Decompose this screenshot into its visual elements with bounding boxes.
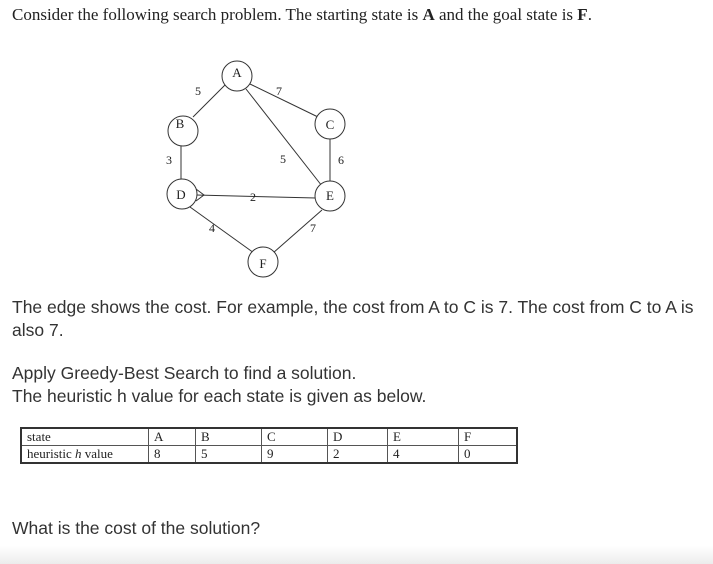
intro-text-2: and the goal state is	[434, 5, 578, 24]
graph-edges	[181, 84, 330, 253]
bottom-shadow	[0, 546, 713, 564]
state-cell-b: B	[196, 428, 262, 446]
h-value-c: 9	[262, 446, 328, 464]
apply-line-1: Apply Greedy-Best Search to find a solution.	[12, 363, 357, 383]
task-instructions	[12, 362, 692, 408]
node-label-a: A	[232, 65, 242, 80]
node-label-f: F	[259, 256, 267, 271]
cost-c-e: 6	[338, 153, 344, 167]
node-label-c: C	[325, 117, 335, 132]
question-text: What is the cost of the solution?	[12, 518, 261, 538]
h-value-d: 2	[328, 446, 388, 464]
cost-a-e: 5	[280, 152, 286, 166]
heuristic-label-h: h	[75, 446, 82, 461]
heuristic-table-header-row	[21, 428, 517, 446]
state-cell-a: A	[149, 428, 196, 446]
edge-d-f	[190, 207, 254, 253]
state-cell-f: F	[459, 428, 518, 446]
heuristic-table-value-row	[21, 446, 517, 464]
goal-state: F	[577, 5, 588, 24]
node-label-d: D	[176, 187, 186, 202]
heuristic-label-suffix: value	[81, 446, 113, 461]
graph-nodes	[167, 61, 345, 277]
apply-line-2: The heuristic h value for each state is given as below.	[12, 386, 427, 406]
intro-text-3: .	[587, 5, 592, 24]
edge-a-c	[250, 84, 318, 117]
heuristic-table	[20, 427, 518, 464]
heuristic-label-prefix: heuristic	[27, 446, 76, 461]
cost-d-e: 2	[250, 190, 256, 204]
cost-b-d: 3	[166, 153, 172, 167]
state-cell-c: C	[262, 428, 328, 446]
start-state: A	[422, 5, 435, 24]
h-value-f: 0	[459, 446, 518, 464]
state-cell-d: D	[328, 428, 388, 446]
cost-a-b: 5	[195, 84, 201, 98]
cost-d-f: 4	[209, 221, 215, 235]
edge-cost-explanation: The edge shows the cost. For example, the cost from A to C is 7. The cost from C to A is also 7.	[12, 297, 694, 340]
node-label-b: B	[175, 116, 185, 131]
h-value-a: 8	[149, 446, 196, 464]
edge-a-e	[246, 89, 322, 186]
edge-d-e	[196, 195, 316, 198]
node-label-e: E	[326, 188, 334, 203]
cost-a-c: 7	[276, 84, 282, 98]
h-value-b: 5	[196, 446, 262, 464]
state-header-cell: state	[21, 428, 149, 446]
heuristic-label-cell	[21, 446, 149, 464]
cost-e-f: 7	[310, 221, 316, 235]
h-value-e: 4	[388, 446, 459, 464]
intro-text-1: Consider the following search problem. The starting state is	[12, 5, 423, 24]
edge-cost-labels	[166, 84, 344, 235]
state-cell-e: E	[388, 428, 459, 446]
